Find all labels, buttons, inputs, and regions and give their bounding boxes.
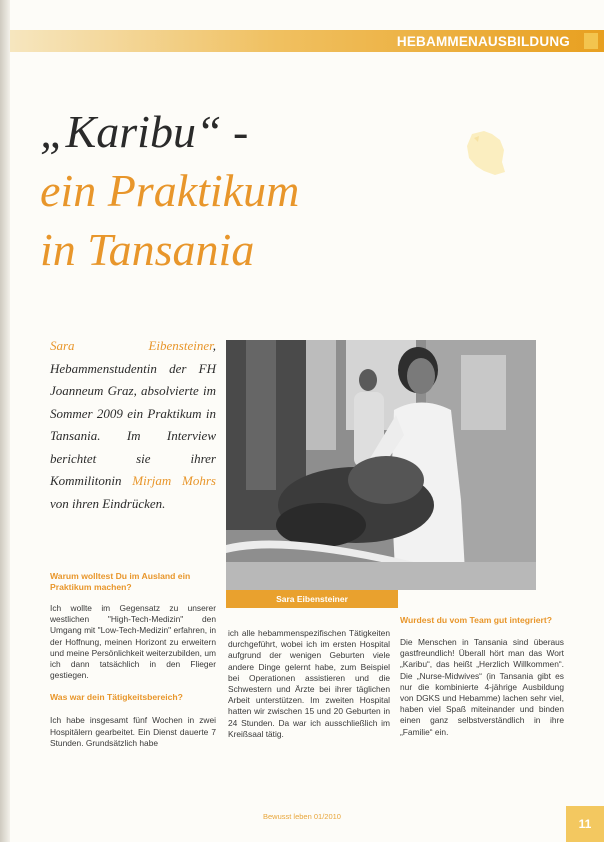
interviewer-name: Mirjam Mohrs [132,473,216,488]
header-accent-square [584,33,598,49]
answer-paragraph: ich alle hebammenspezifischen Tätigkeiten durchgeführt, wobei ich im ersten Hospital aufgrund der wenigen Geburten viele andere Dinge gelernt habe, zum Beispiel bei Operationen assistieren und die Schwestern und Ärzte bei ihrer täglichen Arbeit unterstützen. Im zweiten Hospital hatten wir zwischen 15 und 20 Geburten in 24 Stunden. Da war ich ausschließlich im Kreißsaal tätig. [228,628,390,739]
page-binding-shadow [0,0,10,842]
question-heading: Was war dein Tätigkeitsbereich? [50,692,183,703]
page-number: 11 [566,806,604,842]
article-title [40,102,299,279]
article-column-2 [228,628,390,740]
title-line-1: „Karibu“ - [40,106,249,157]
answer-paragraph: Die Menschen in Tansania sind überaus gastfreundlich! Überall hört man das Wort „Karibu“, das heißt „Herzlich Willkommen“. Die „Nurse-Midwives“ (in Tansania gibt es nur die kombinierte 4-jährige Ausbildung von DGKS und Hebamme) lachen sehr viel, haben viel Spaß miteinander und binden einen ganz selbstverständlich in ihre „Familie“ ein. [400,637,564,737]
article-column-1 [50,571,216,749]
title-line-2: ein Praktikum [40,165,300,216]
question-heading: Warum wolltest Du im Ausland ein Praktikum machen? [50,571,191,592]
tanzania-map-icon [462,128,510,178]
question-heading: Wurdest du vom Team gut integriert? [400,615,552,625]
intro-text-2: von ihren Eindrücken. [50,495,166,511]
article-column-3 [400,615,564,738]
title-line-3: in Tansania [40,224,255,275]
article-intro [50,335,216,515]
answer-paragraph: Ich wollte im Gegensatz zu unserer westlichen "High-Tech-Medizin" den Umgang mit "Low-Tech-Medizin" erfahren, in der Hoffnung, meinen Horizont zu erweitern und meine Persönlichkeit weiterzubilden, um ich dann tatsächlich in den Flieger gestiegen. [50,603,216,681]
intro-text-1: , Hebammenstudentin der FH Joanneum Graz, absolvierte im Sommer 2009 ein Praktikum in Tansania. Im Interview berichtet sie ihrer Kommilitonin [50,338,216,488]
page-footer: Bewusst leben 01/2010 [263,812,341,821]
author-name: Sara Eibensteiner [50,338,213,353]
answer-paragraph: Ich habe insgesamt fünf Wochen in zwei Hospitälern gearbeitet. Ein Dienst dauerte 7 Stunden. Grundsätzlich habe [50,715,216,748]
article-photo [226,340,536,590]
photo-caption: Sara Eibensteiner [226,590,398,608]
section-title: HEBAMMENAUSBILDUNG [396,34,570,49]
